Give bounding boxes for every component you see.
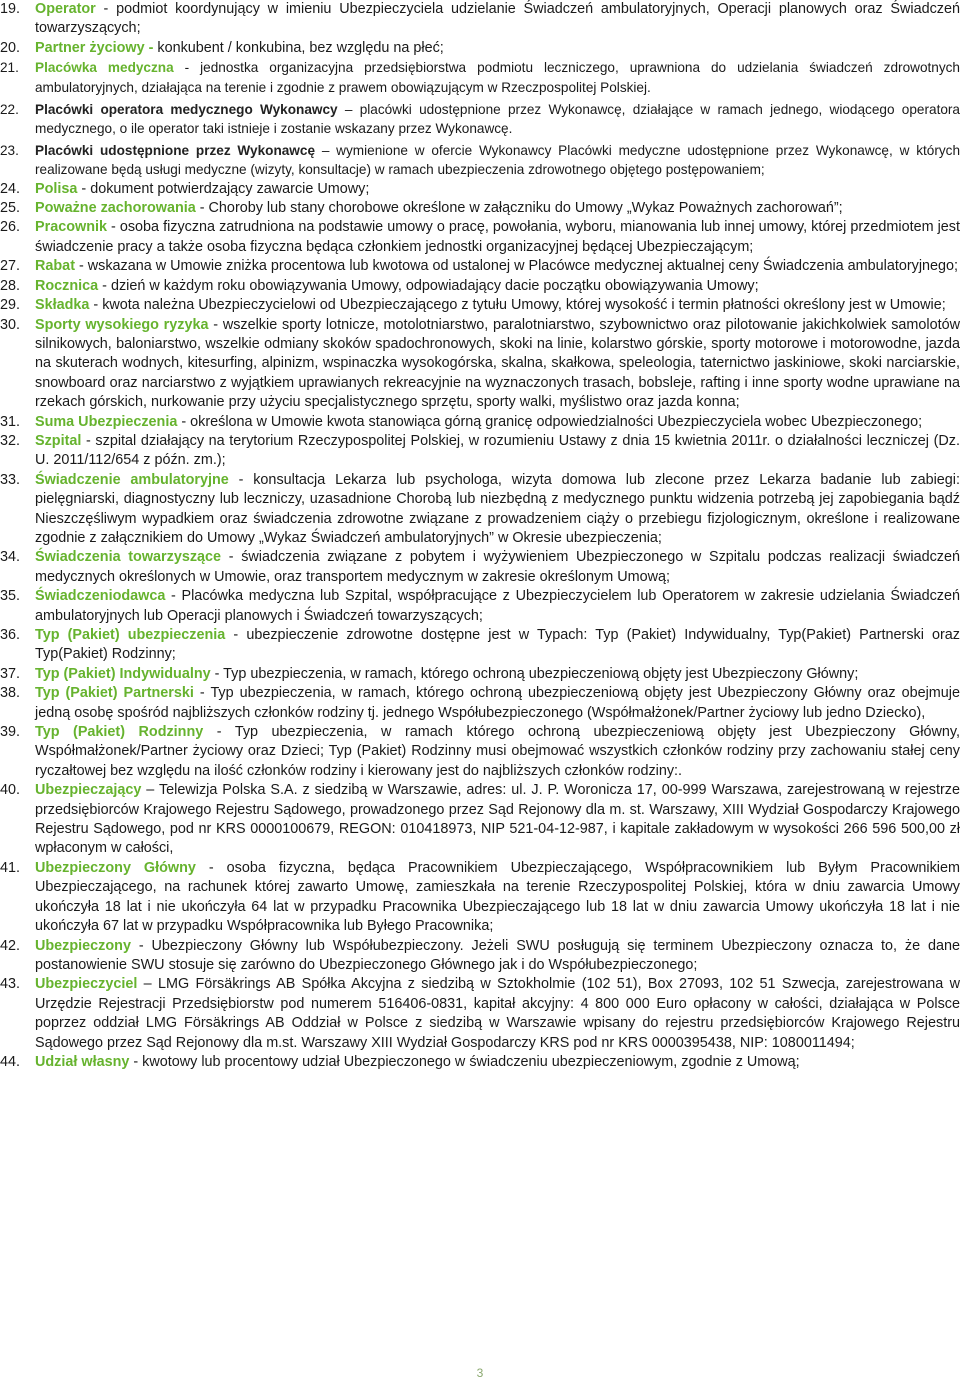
definition-text: - Typ ubezpieczenia, w ramach, którego ochroną ubezpieczeniową objęty jest Ubezpieczony Główny; xyxy=(210,665,859,682)
definition-body xyxy=(35,937,960,976)
definition-term: Suma Ubezpieczenia xyxy=(35,413,178,430)
definition-term: Ubezpieczający xyxy=(35,782,142,799)
definition-body xyxy=(35,859,960,937)
definition-item xyxy=(0,626,960,665)
definition-text: - dokument potwierdzający zawarcie Umowy; xyxy=(77,180,370,197)
definition-number: 44. xyxy=(0,1053,21,1070)
page-number: 3 xyxy=(476,1366,484,1380)
definition-item xyxy=(0,471,960,549)
definition-body xyxy=(35,199,960,218)
definition-term: Szpital xyxy=(35,432,82,449)
definition-item xyxy=(0,548,960,587)
definition-item xyxy=(0,859,960,937)
definition-text: - określona w Umowie kwota stanowiąca górną granicę odpowiedzialności Ubezpieczyciela wobec Ubezpieczonego; xyxy=(177,413,923,430)
definition-text: - świadczenia związane z pobytem i wyżywieniem Ubezpieczonego w Szpitalu podczas realizacji świadczeń medycznych określonych w Umowie, oraz transportem medycznym w zakresie określonym Umową; xyxy=(35,549,960,585)
definition-body xyxy=(35,141,960,180)
definition-text: - Choroby lub stany chorobowe określone w załączniku do Umowy „Wykaz Poważnych zachorowań”; xyxy=(195,200,843,217)
definition-item xyxy=(0,257,960,276)
definition-number: 30. xyxy=(0,316,21,333)
definition-number: 24. xyxy=(0,180,21,197)
definition-number: 25. xyxy=(0,200,21,217)
definition-body xyxy=(35,316,960,413)
definition-body xyxy=(35,296,960,315)
definition-body xyxy=(35,626,960,665)
definition-number: 37. xyxy=(0,665,21,682)
definition-body xyxy=(35,58,960,97)
definition-number: 23. xyxy=(0,142,19,158)
definition-number: 32. xyxy=(0,432,21,449)
definition-text: - wszelkie sporty lotnicze, motolotniarstwo, paralotniarstwo, szybownictwo oraz pilotowanie jakichkolwiek samolotów silnikowych, baloniarstwo, wszelkie odmiany skoków spadochronowych, skoki na linie, kolarstwo górskie, sporty motorowe i motorowodne, jazda na skuterach wodnych, kitesurfing, alpinizm, wspinaczka wysokogórska, skalna, skałkowa, speleologia, taternictwo jaskiniowe, skoki narciarskie, snowboard oraz narciarstwo z wyjątkiem uprawianych rekreacyjnie na wyznaczonych trasach, bobsleje, rafting i inne sporty wodne uprawiane na rzekach górskich, nurkowanie przy użyciu specjalistycznego sprzętu, sporty walki, myślistwo oraz jazda konna; xyxy=(35,316,960,411)
definition-text: - wskazana w Umowie zniżka procentowa lub kwotowa od ustalonej w Placówce medycznej aktualnej ceny Świadczenia ambulatoryjnego; xyxy=(74,258,959,275)
definition-item xyxy=(0,316,960,413)
definition-term: Ubezpieczony Główny xyxy=(35,859,196,876)
definition-number: 33. xyxy=(0,471,21,488)
definition-body xyxy=(35,180,960,199)
definition-item xyxy=(0,0,960,39)
definition-term: Świadczeniodawca xyxy=(35,588,166,605)
definition-term: Rocznica xyxy=(35,277,99,294)
definition-number: 40. xyxy=(0,782,21,799)
definition-item xyxy=(0,723,960,781)
definition-number: 26. xyxy=(0,219,21,236)
definition-term: Ubezpieczony xyxy=(35,937,131,954)
definition-term: Placówki operatora medycznego Wykonawcy xyxy=(35,102,338,118)
definition-number: 28. xyxy=(0,277,21,294)
definition-number: 20. xyxy=(0,39,21,56)
definition-term: Świadczenia towarzyszące xyxy=(35,549,222,566)
definition-body xyxy=(35,413,960,432)
definition-item xyxy=(0,199,960,218)
definition-number: 31. xyxy=(0,413,21,430)
definition-item xyxy=(0,975,960,1053)
definition-body xyxy=(35,0,960,39)
definition-number: 38. xyxy=(0,685,21,702)
definition-text: - szpital działający na terytorium Rzeczypospolitej Polskiej, w rozumieniu Ustawy z dnia 15 kwietnia 2011r. o działalności leczniczej (Dz. U. 2011/112/654 z późn. zm.); xyxy=(35,432,960,469)
definition-item xyxy=(0,296,960,315)
definition-body xyxy=(35,277,960,296)
definition-number: 35. xyxy=(0,588,21,605)
definition-item xyxy=(0,413,960,432)
definition-text: - kwotowy lub procentowy udział Ubezpieczonego w świadczeniu ubezpieczeniowym, zgodnie z Umową; xyxy=(129,1053,800,1070)
definition-body xyxy=(35,781,960,859)
definition-body xyxy=(35,1053,960,1072)
definition-body xyxy=(35,587,960,626)
definition-text: – placówki udostępnione przez Wykonawcę, działające w ramach jednego, wiodącego operatora medycznego, o ile operator taki istnieje i zostanie wskazany przez Wykonawcę. xyxy=(35,102,960,137)
definition-number: 36. xyxy=(0,627,21,643)
definition-term: Typ (Pakiet) ubezpieczenia xyxy=(35,627,226,643)
definition-body xyxy=(35,100,960,139)
definition-text: - Ubezpieczony Główny lub Współubezpieczony. Jeżeli SWU posługują się terminem Ubezpieczony oznacza to, że dane postanowienie SWU stosuje się zarówno do Ubezpieczonego Głównego jak i do Współubezpieczonego; xyxy=(35,937,960,973)
definition-term: Sporty wysokiego ryzyka xyxy=(35,316,209,333)
definition-body xyxy=(35,723,960,781)
definition-item xyxy=(0,432,960,471)
definition-number: 19. xyxy=(0,1,21,17)
definition-text: – LMG Försäkrings AB Spółka Akcyjna z siedzibą w Sztokholmie (102 51), Box 27093, 102 51 Szwecja, zarejestrowana w Urzędzie Rejestracji Przedsiębiorstw pod numerem 516406-0831, kapitał akcyjny: 4 800 000 Euro opłacony w całości, działająca w Polsce poprzez oddział LMG Försäkrings AB Oddział w Polsce z siedzibą w Warszawie wpisany do rejestru przedsiębiorców Krajowego Rejestru Sądowego przez Sąd Rejonowy dla m.st. Warszawy XIII Wydział Gospodarczy KRS pod nr KRS 0000395438, NIP: 1080011494; xyxy=(35,976,960,1051)
definition-number: 21. xyxy=(0,60,19,76)
definition-item xyxy=(0,141,960,180)
definition-text: - osoba fizyczna zatrudniona na podstawie umowy o pracę, powołania, wyboru, mianowania lub innej umowy, której przedmiotem jest świadczenie pracy a także osoba fizyczna będąca członkiem jednostki organizacyjnej będącej Ubezpieczającym; xyxy=(35,219,960,255)
definition-text: konkubent / konkubina, bez względu na płeć; xyxy=(153,39,444,56)
definition-number: 22. xyxy=(0,102,19,118)
definition-number: 34. xyxy=(0,549,21,566)
definition-body xyxy=(35,39,960,58)
definition-item xyxy=(0,684,960,723)
definition-term: Składka xyxy=(35,297,90,314)
definition-item xyxy=(0,39,960,58)
definition-body xyxy=(35,665,960,684)
definition-number: 41. xyxy=(0,859,21,876)
definition-item xyxy=(0,180,960,199)
definition-text: - dzień w każdym roku obowiązywania Umowy, odpowiadający dacie początku obowiązywania Umowy; xyxy=(98,277,759,294)
definition-term: Poważne zachorowania xyxy=(35,200,196,217)
definition-text: - kwota należna Ubezpieczycielowi od Ubezpieczającego z tytułu Umowy, której wysokość i termin płatności określony jest w Umowie; xyxy=(89,297,946,314)
definition-term: Polisa xyxy=(35,180,78,197)
definition-item xyxy=(0,665,960,684)
definition-text: - Typ ubezpieczenia, w ramach którego ochroną ubezpieczeniową objęty jest Ubezpieczony Główny, Współmałżonek/Partner życiowy oraz Dzieci; Typ (Pakiet) Rodzinny musi obejmować wszystkich członków rodziny przy zachowaniu stałej ceny ryczałtowej bez względu na ilość członków rodziny i kierowany jest do najbliższych członków rodziny:. xyxy=(35,724,960,779)
definition-body xyxy=(35,257,960,276)
definition-item xyxy=(0,781,960,859)
definition-item xyxy=(0,1053,960,1072)
definition-text: - osoba fizyczna, będąca Pracownikiem Ubezpieczającego, Współpracownikiem lub Byłym Pracownikiem Ubezpieczającego, na rachunek której zawarto Umowę, zamieszkała na terenie Rzeczypospolitej Polskiej, która w dniu zawarcia Umowy ukończyła 18 lat i nie ukończyła 64 lat w przypadku Pracownika Ubezpieczającego lub 18 lat w dniu zawarcia Umowy ukończyła 18 lat i nie ukończyła 67 lat w przypadku Współpracownika lub Byłego Pracownika; xyxy=(35,859,960,935)
definition-number: 27. xyxy=(0,258,21,275)
definition-text: - Typ ubezpieczenia, w ramach, którego ochroną ubezpieczeniową objęty jest Ubezpieczony Główny oraz obejmuje jedną osobę spośród najbliższych członków rodziny tj. jednego Współubezpieczonego (Współmałżonek/Partner życiowy lub jedno Dziecko), xyxy=(35,685,960,721)
definition-text: – Telewizja Polska S.A. z siedzibą w Warszawie, adres: ul. J. P. Woronicza 17, 00-999 Warszawa, zarejestrowaną w rejestrze przedsiębiorców Krajowego Rejestru Sądowego, prowadzonego przez Sąd Rejonowy dla m. st. Warszawy, XIII Wydział Gospodarczy Krajowego Rejestru Sądowego, pod nr KRS 0000100679, REGON: 010418973, NIP 521-04-12-987, i kapitale zakładowym w wysokości 266 596 500,00 zł wpłaconym w całości, xyxy=(35,782,960,857)
definition-number: 39. xyxy=(0,724,21,741)
definition-item xyxy=(0,58,960,97)
definition-term: Ubezpieczyciel xyxy=(35,976,138,993)
definition-item xyxy=(0,937,960,976)
definition-text: - Placówka medyczna lub Szpital, współpracujące z Ubezpieczycielem lub Operatorem w zakresie udzielania Świadczeń ambulatoryjnych lub Operacji planowych i Świadczeń towarzyszących; xyxy=(35,588,960,624)
definition-term: Rabat xyxy=(35,258,75,275)
definition-body xyxy=(35,975,960,1053)
definition-item xyxy=(0,218,960,257)
definition-number: 29. xyxy=(0,297,21,314)
definition-body xyxy=(35,471,960,549)
definition-body xyxy=(35,548,960,587)
definition-term: Typ (Pakiet) Rodzinny xyxy=(35,724,204,741)
definition-item xyxy=(0,587,960,626)
definition-number: 43. xyxy=(0,976,21,993)
definition-term: Placówka medyczna xyxy=(35,60,174,76)
definition-text: - ubezpieczenie zdrowotne dostępne jest w Typach: Typ (Pakiet) Indywidualny, Typ(Pakiet) Partnerski oraz Typ(Pakiet) Rodzinny; xyxy=(35,627,960,663)
definition-text: - jednostka organizacyjna przedsiębiorstwa podmiotu leczniczego, uprawniona do udzielania świadczeń zdrowotnych ambulatoryjnych, działająca na terenie i zgodnie z prawem obowiązującym w Rzeczpospolitej Polskiej. xyxy=(35,60,960,95)
definition-body xyxy=(35,684,960,723)
definition-term: Pracownik xyxy=(35,219,107,236)
definition-term: Placówki udostępnione przez Wykonawcę xyxy=(35,142,316,158)
definition-item xyxy=(0,277,960,296)
definition-term: Typ (Pakiet) Partnerski xyxy=(35,685,194,702)
definition-number: 42. xyxy=(0,937,21,954)
definition-item xyxy=(0,100,960,139)
definition-body xyxy=(35,218,960,257)
definition-text: - podmiot koordynujący w imieniu Ubezpieczyciela udzielanie Świadczeń ambulatoryjnych, Operacji planowych oraz Świadczeń towarzyszących; xyxy=(35,1,960,37)
definition-text: – wymienione w ofercie Wykonawcy Placówki medyczne udostępnione przez Wykonawcę, w których realizowane będą usługi medyczne (wizyty, konsultacje) w ramach ubezpieczenia zdrowotnego objętego postępowaniem; xyxy=(35,142,960,178)
definition-term: Partner życiowy - xyxy=(35,39,154,56)
definition-term: Typ (Pakiet) Indywidualny xyxy=(35,665,211,682)
definition-body xyxy=(35,432,960,471)
definition-text: - konsultacja Lekarza lub psychologa, wizyta domowa lub zlecone przez Lekarza badanie lub zabiegi: pielęgniarski, diagnostyczny lub leczniczy, uzasadnione Chorobą lub niezbędną z medycznego punktu widzenia potrzebą jej zapobiegania bądź Nieszczęśliwym wypadkiem oraz świadczenia zdrowotne związane z prowadzeniem ciąży o przebiegu fizjologicznym, określone i realizowane zgodnie z załącznikiem do Umowy „Wykaz Świadczeń ambulatoryjnych” w Okresie ubezpieczenia; xyxy=(35,471,960,546)
definition-term: Udział własny xyxy=(35,1053,130,1070)
definition-term: Operator xyxy=(35,1,96,17)
definition-term: Świadczenie ambulatoryjne xyxy=(35,471,229,488)
